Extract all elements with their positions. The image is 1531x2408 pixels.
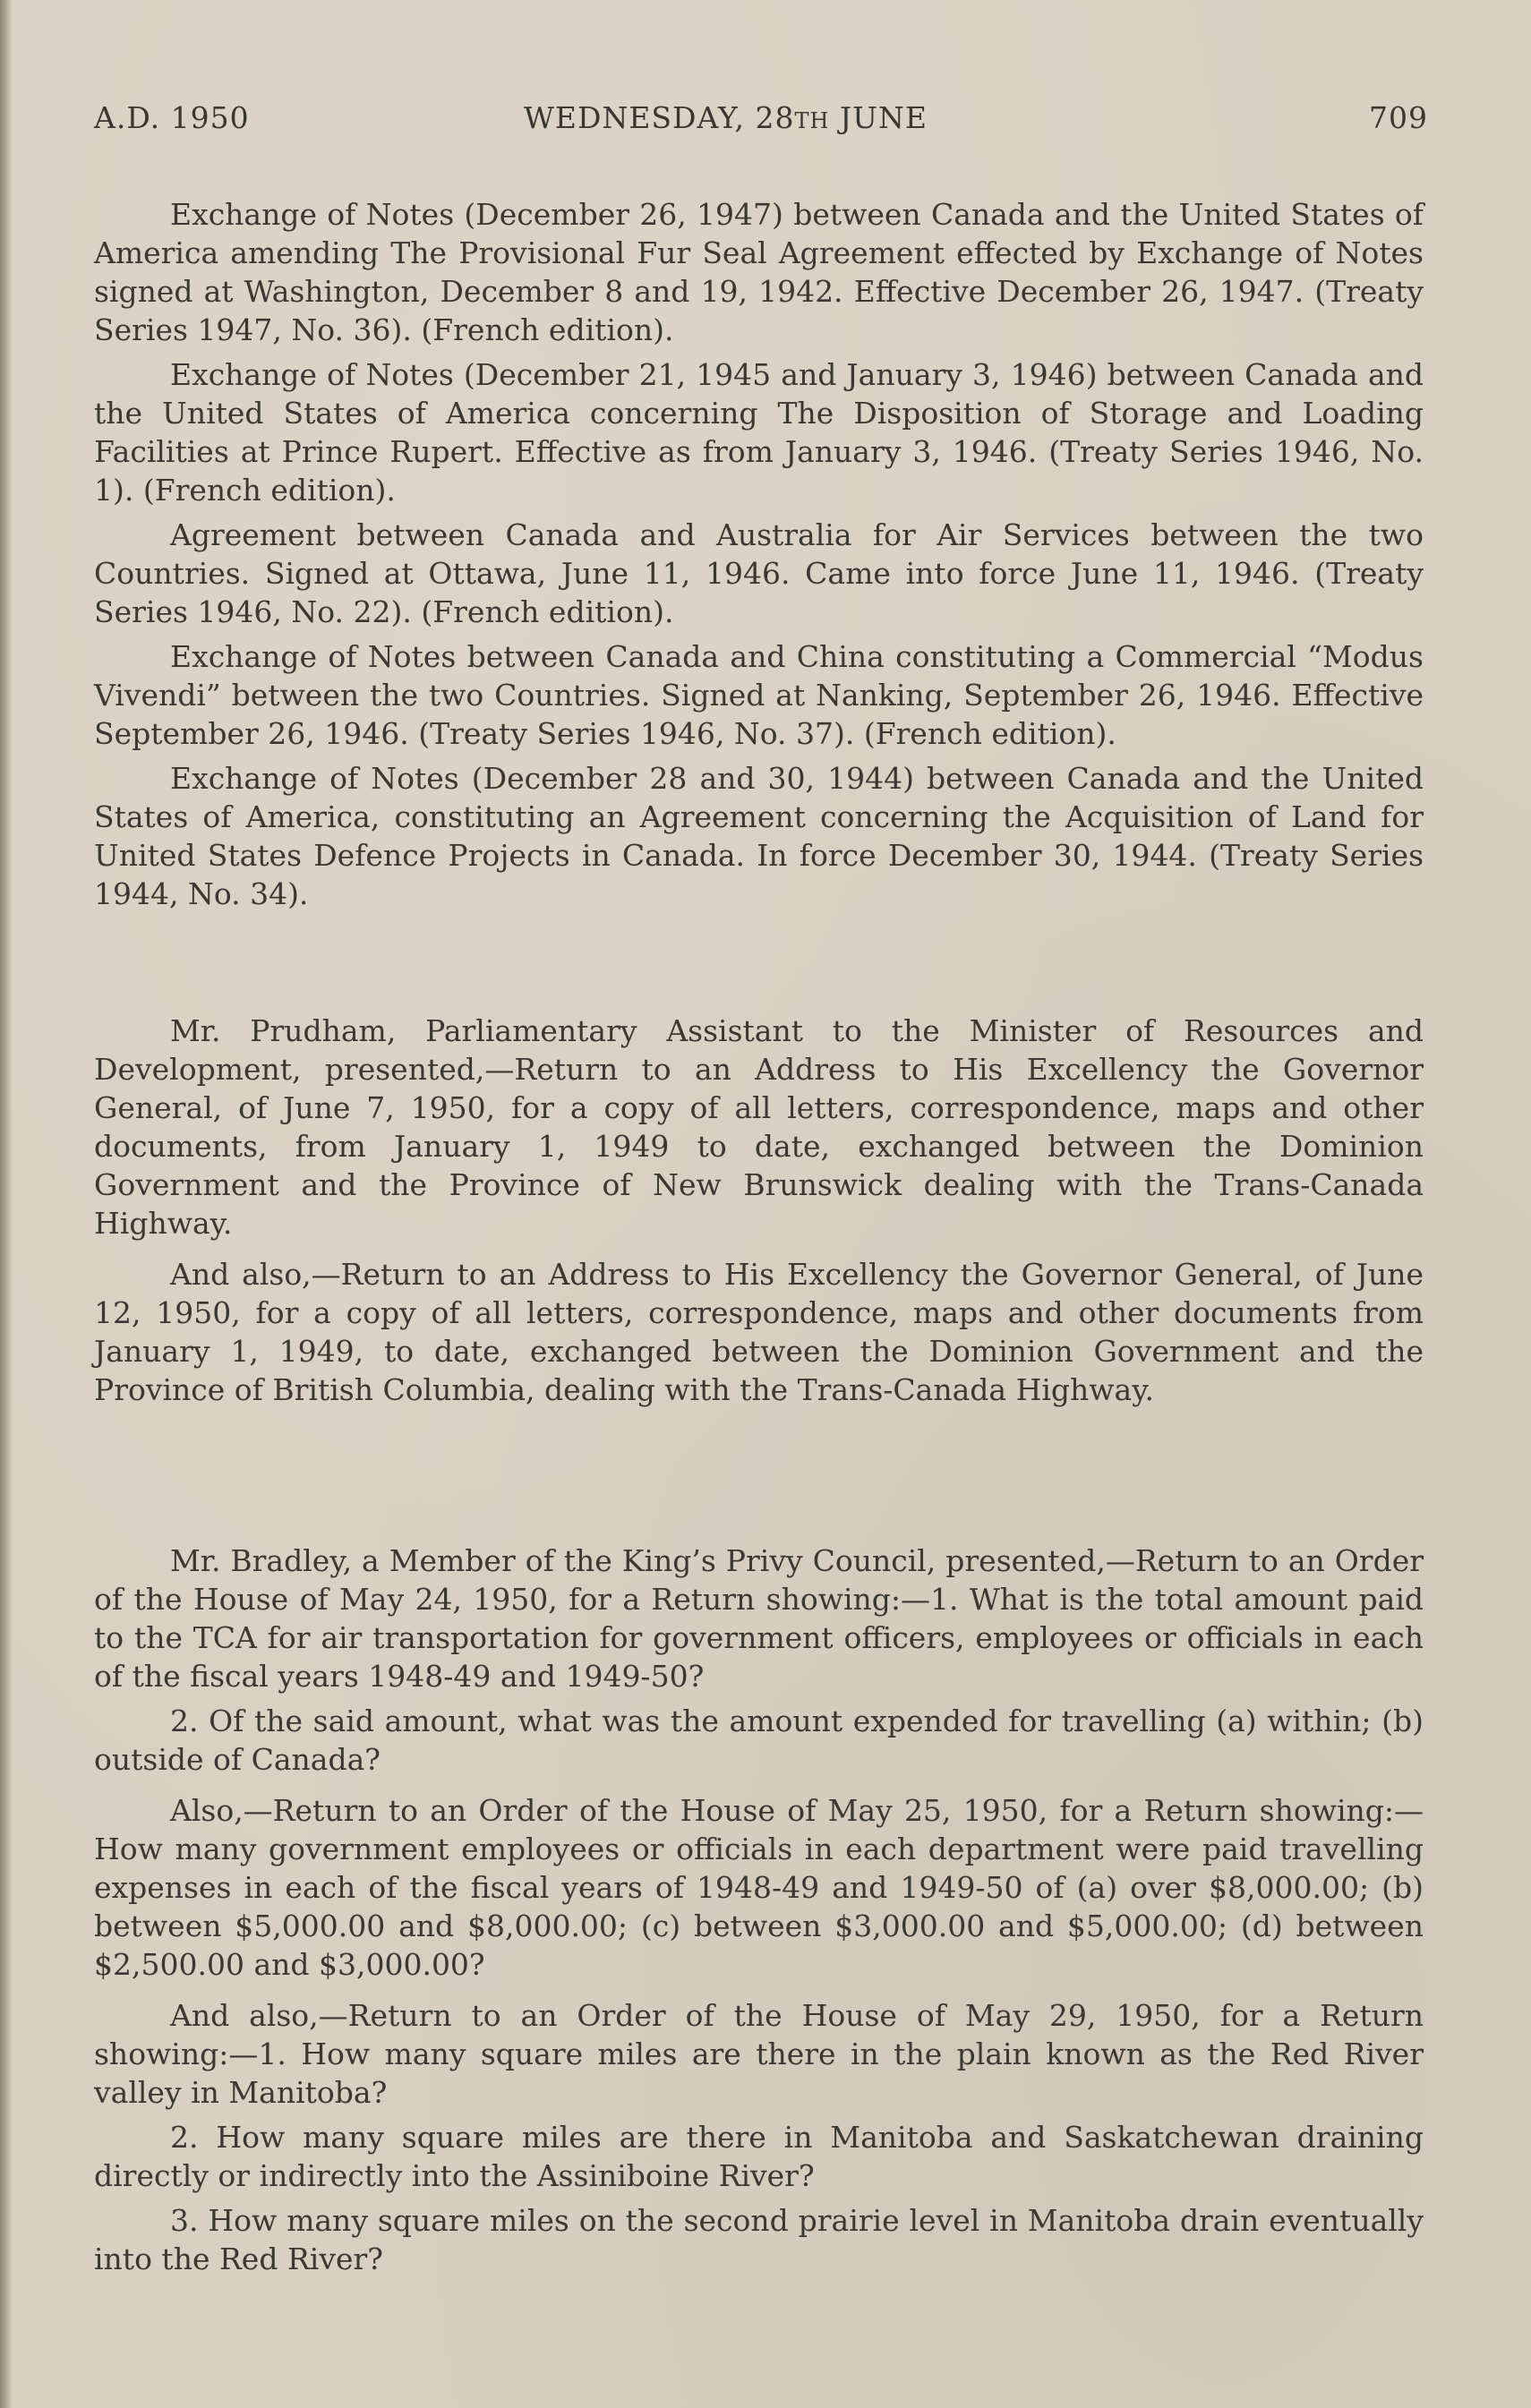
bradley-returns-section [94,1541,1424,2284]
treaty-notes-section [94,195,1424,919]
page-binding-edge [0,0,13,2408]
paragraph: Exchange of Notes (December 21, 1945 and January 3, 1946) between Canada and the United States of America concerning The Disposition of Storage and Loading Facilities at Prince Rupert. Effective as from January 3, 1946. (Treaty Series 1946, No. 1). (French edition). [94,357,1424,508]
paragraph: 2. How many square miles are there in Manitoba and Saskatchewan draining directly or indirectly into the Assiniboine River? [94,2120,1424,2193]
header-date-main: WEDNESDAY, 28 [524,100,795,135]
paragraph: Agreement between Canada and Australia for Air Services between the two Countries. Signed at Ottawa, June 11, 1946. Came into force June 11, 1946. (Treaty Series 1946, No. 22). (French edition). [94,517,1424,629]
header-year: A.D. 1950 [94,100,250,135]
header-date-month: JUNE [829,100,928,135]
paragraph: Exchange of Notes (December 26, 1947) between Canada and the United States of America amending The Provisional Fur Seal Agreement effected by Exchange of Notes signed at Washington, December 8 and 19, 1942. Effective December 26, 1947. (Treaty Series 1947, No. 36). (French edition). [94,197,1424,347]
prudham-returns-section [94,1012,1424,1415]
paragraph: Mr. Bradley, a Member of the King’s Privy Council, presented,—Return to an Order of the House of May 24, 1950, for a Return showing:—1. What is the total amount paid to the TCA for air transportation for government officers, employees or officials in each of the fiscal years 1948-49 and 1949-50? [94,1543,1424,1694]
header-date-suffix: TH [794,108,830,133]
paragraph: Also,—Return to an Order of the House of May 25, 1950, for a Return showing:—How many government employees or officials in each department were paid travelling expenses in each of the fiscal years of 1948-49 and 1949-50 of (a) over $8,000.00; (b) between $5,000.00 and $8,000.00; (c) between $3,000.00 and $5,000.00; (d) between $2,500.00 and $3,000.00? [94,1793,1424,1982]
paragraph: And also,—Return to an Address to His Excellency the Governor General, of June 12, 1950, for a copy of all letters, correspondence, maps and other documents from January 1, 1949, to date, exchanged between the Dominion Government and the Province of British Columbia, dealing with the Trans-Canada Highway. [94,1257,1424,1407]
paragraph: 2. Of the said amount, what was the amount expended for travelling (a) within; (b) outside of Canada? [94,1704,1424,1777]
paragraph: Mr. Prudham, Parliamentary Assistant to the Minister of Resources and Development, presented,—Return to an Address to His Excellency the Governor General, of June 7, 1950, for a copy of all letters, correspondence, maps and other documents, from January 1, 1949 to date, exchanged between the Dominion Government and the Province of New Brunswick dealing with the Trans-Canada Highway. [94,1013,1424,1241]
page-number: 709 [1369,100,1428,135]
paragraph: And also,—Return to an Order of the House of May 29, 1950, for a Return showing:—1. How many square miles are there in the plain known as the Red River valley in Manitoba? [94,1998,1424,2110]
paragraph: Exchange of Notes (December 28 and 30, 1944) between Canada and the United States of America, constituting an Agreement concerning the Acquisition of Land for United States Defence Projects in Canada. In force December 30, 1944. (Treaty Series 1944, No. 34). [94,761,1424,911]
paragraph: 3. How many square miles on the second prairie level in Manitoba drain eventually into the Red River? [94,2203,1424,2276]
running-header [94,100,1428,145]
header-date [524,100,928,135]
paragraph: Exchange of Notes between Canada and China constituting a Commercial “Modus Vivendi” between the two Countries. Signed at Nanking, September 26, 1946. Effective September 26, 1946. (Treaty Series 1946, No. 37). (French edition). [94,639,1424,751]
